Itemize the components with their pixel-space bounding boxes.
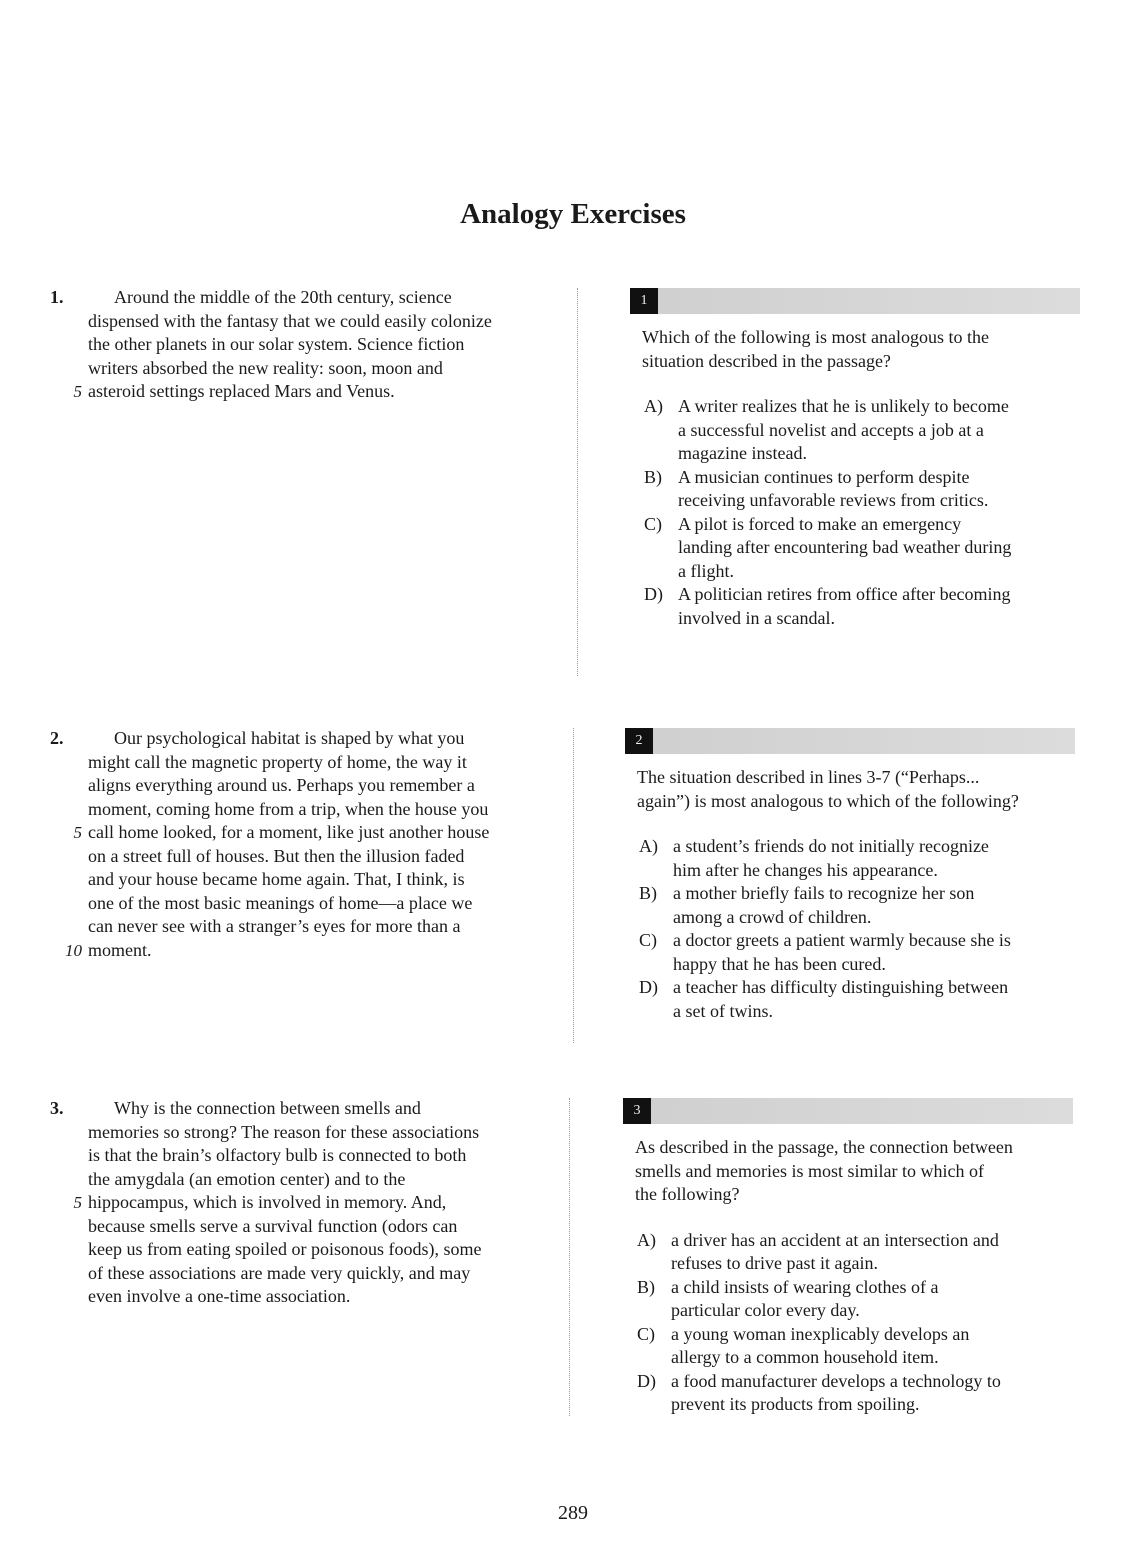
choice-text-line: a student’s friends do not initially recognize [673, 836, 989, 856]
line-number: 10 [65, 940, 82, 960]
choice-text-line: him after he changes his appearance. [673, 859, 938, 880]
passage-text: one of the most basic meanings of home—a place we [88, 892, 473, 913]
passage-text: the other planets in our solar system. Science fiction [88, 334, 465, 354]
passage-line [50, 1097, 550, 1121]
question-stem-line: again”) is most analogous to which of the following? [637, 790, 1019, 811]
question-2 [625, 728, 1065, 1023]
passage-text: Our psychological habitat is shaped by what you [114, 728, 465, 748]
page-title: Analogy Exercises [460, 198, 686, 230]
answer-choices [625, 835, 1065, 1023]
answer-choice [637, 929, 1065, 976]
passage-text: aligns everything around us. Perhaps you remember a [88, 775, 475, 795]
choice-text-line: A writer realizes that he is unlikely to become [678, 396, 1009, 416]
passage-line [50, 892, 550, 916]
passage-line [50, 286, 550, 310]
passage-text: keep us from eating spoiled or poisonous foods), some [88, 1239, 482, 1259]
answer-choices [630, 395, 1070, 630]
passage-text: Around the middle of the 20th century, science [114, 287, 452, 307]
passage-line [50, 751, 550, 775]
choice-letter: A) [639, 836, 658, 856]
choice-text-line: a young woman inexplicably develops an [671, 1323, 970, 1344]
passage-text: on a street full of houses. But then the illusion faded [88, 845, 465, 866]
choice-text-line: a child insists of wearing clothes of a [671, 1276, 939, 1297]
choice-letter: C) [644, 513, 662, 534]
question-number-badge: 3 [623, 1098, 651, 1124]
question-header-bar [625, 728, 1075, 754]
passage-line [50, 1191, 550, 1215]
question-stem-line: smells and memories is most similar to which of [635, 1160, 984, 1181]
passage-2 [50, 727, 550, 962]
choice-text-line: a set of twins. [673, 1000, 773, 1021]
choice-text-line: happy that he has been cured. [673, 953, 886, 974]
passage-line [50, 310, 550, 334]
question-stem-line: the following? [635, 1184, 740, 1204]
choice-text-line: a teacher has difficulty distinguishing between [673, 977, 1009, 997]
choice-text-line: receiving unfavorable reviews from critics. [678, 490, 989, 510]
question-stem-line: Which of the following is most analogous to the [642, 327, 989, 347]
passage-line [50, 727, 550, 751]
passage-text: of these associations are made very quickly, and may [88, 1262, 471, 1283]
choice-text-line: a flight. [678, 560, 734, 581]
choice-text-line: A politician retires from office after becoming [678, 584, 1011, 604]
passage-line [50, 1285, 550, 1309]
question-3 [623, 1098, 1063, 1417]
passage-text: Why is the connection between smells and [114, 1098, 421, 1118]
passage-text: asteroid settings replaced Mars and Venus. [88, 381, 395, 401]
passage-line [50, 357, 550, 381]
question-stem [625, 766, 1077, 813]
choice-letter: C) [639, 930, 657, 950]
choice-letter: D) [639, 977, 658, 997]
passage-line [50, 939, 550, 963]
passage-line [50, 333, 550, 357]
passage-text: moment. [88, 939, 152, 960]
passage-text: the amygdala (an emotion center) and to the [88, 1168, 406, 1189]
passage-text: and your house became home again. That, I think, is [88, 869, 465, 889]
column-divider-2 [573, 728, 574, 1043]
choice-text-line: a mother briefly fails to recognize her son [673, 883, 975, 903]
line-number: 5 [73, 1193, 82, 1212]
choice-letter: D) [644, 584, 663, 604]
question-stem [623, 1136, 1075, 1207]
choice-text-line: prevent its products from spoiling. [671, 1394, 920, 1414]
passage-text: writers absorbed the new reality: soon, moon and [88, 357, 443, 378]
passage-line [50, 1168, 550, 1192]
passage-line [50, 821, 550, 845]
question-stem-line: The situation described in lines 3-7 (“Perhaps... [637, 767, 980, 787]
choice-letter: B) [639, 883, 657, 903]
passage-text: hippocampus, which is involved in memory. And, [88, 1192, 447, 1212]
line-number: 5 [73, 382, 82, 401]
choice-letter: B) [644, 466, 662, 487]
passage-text: is that the brain’s olfactory bulb is connected to both [88, 1145, 467, 1165]
choice-letter: A) [644, 396, 663, 416]
answer-choice [635, 1229, 1063, 1276]
question-number-badge: 1 [630, 288, 658, 314]
passage-line [50, 845, 550, 869]
answer-choice [637, 976, 1065, 1023]
page-number: 289 [558, 1502, 588, 1524]
choice-letter: D) [637, 1370, 656, 1391]
question-header-bar [623, 1098, 1073, 1124]
choice-text-line: a successful novelist and accepts a job at a [678, 419, 984, 440]
passage-line [50, 798, 550, 822]
passage-text: moment, coming home from a trip, when the house you [88, 798, 489, 819]
choice-text-line: landing after encountering bad weather during [678, 537, 1012, 557]
choice-text-line: a food manufacturer develops a technology to [671, 1370, 1001, 1391]
choice-text-line: a driver has an accident at an intersection and [671, 1229, 999, 1250]
choice-text-line: A musician continues to perform despite [678, 466, 970, 487]
passage-line [50, 868, 550, 892]
answer-choice [642, 395, 1070, 466]
column-divider-1 [577, 288, 578, 676]
choice-text-line: particular color every day. [671, 1300, 860, 1320]
choice-letter: A) [637, 1229, 656, 1250]
answer-choice [642, 466, 1070, 513]
answer-choice [637, 835, 1065, 882]
question-header-bar [630, 288, 1080, 314]
passage-line [50, 1121, 550, 1145]
passage-text: memories so strong? The reason for these associations [88, 1121, 480, 1142]
passage-number: 3. [50, 1098, 64, 1118]
choice-text-line: among a crowd of children. [673, 906, 872, 927]
column-divider-3 [569, 1098, 570, 1416]
passage-3 [50, 1097, 550, 1309]
question-stem-line: situation described in the passage? [642, 350, 891, 371]
answer-choice [635, 1370, 1063, 1417]
question-1 [630, 288, 1070, 630]
question-stem-line: As described in the passage, the connection between [635, 1137, 1013, 1157]
choice-text-line: involved in a scandal. [678, 607, 835, 628]
passage-1 [50, 286, 550, 404]
passage-number: 2. [50, 728, 64, 748]
passage-text: call home looked, for a moment, like just another house [88, 822, 490, 842]
passage-line [50, 1144, 550, 1168]
passage-number: 1. [50, 287, 64, 307]
answer-choice [642, 513, 1070, 584]
choice-text-line: A pilot is forced to make an emergency [678, 513, 962, 534]
passage-text: because smells serve a survival function (odors can [88, 1215, 458, 1236]
choice-text-line: refuses to drive past it again. [671, 1253, 878, 1273]
answer-choices [623, 1229, 1063, 1417]
choice-letter: B) [637, 1276, 655, 1297]
passage-text: dispensed with the fantasy that we could easily colonize [88, 310, 492, 331]
passage-line [50, 1262, 550, 1286]
passage-text: might call the magnetic property of home, the way it [88, 751, 467, 772]
passage-line [50, 774, 550, 798]
passage-line [50, 1238, 550, 1262]
choice-text-line: allergy to a common household item. [671, 1347, 939, 1367]
question-number-badge: 2 [625, 728, 653, 754]
passage-line [50, 380, 550, 404]
answer-choice [637, 882, 1065, 929]
choice-text-line: a doctor greets a patient warmly because she is [673, 930, 1011, 950]
answer-choice [635, 1276, 1063, 1323]
choice-letter: C) [637, 1323, 655, 1344]
passage-text: can never see with a stranger’s eyes for more than a [88, 916, 461, 936]
line-number: 5 [73, 823, 82, 842]
passage-line [50, 915, 550, 939]
passage-text: even involve a one-time association. [88, 1286, 351, 1306]
choice-text-line: magazine instead. [678, 443, 807, 463]
answer-choice [635, 1323, 1063, 1370]
passage-line [50, 1215, 550, 1239]
question-stem [630, 326, 1082, 373]
answer-choice [642, 583, 1070, 630]
